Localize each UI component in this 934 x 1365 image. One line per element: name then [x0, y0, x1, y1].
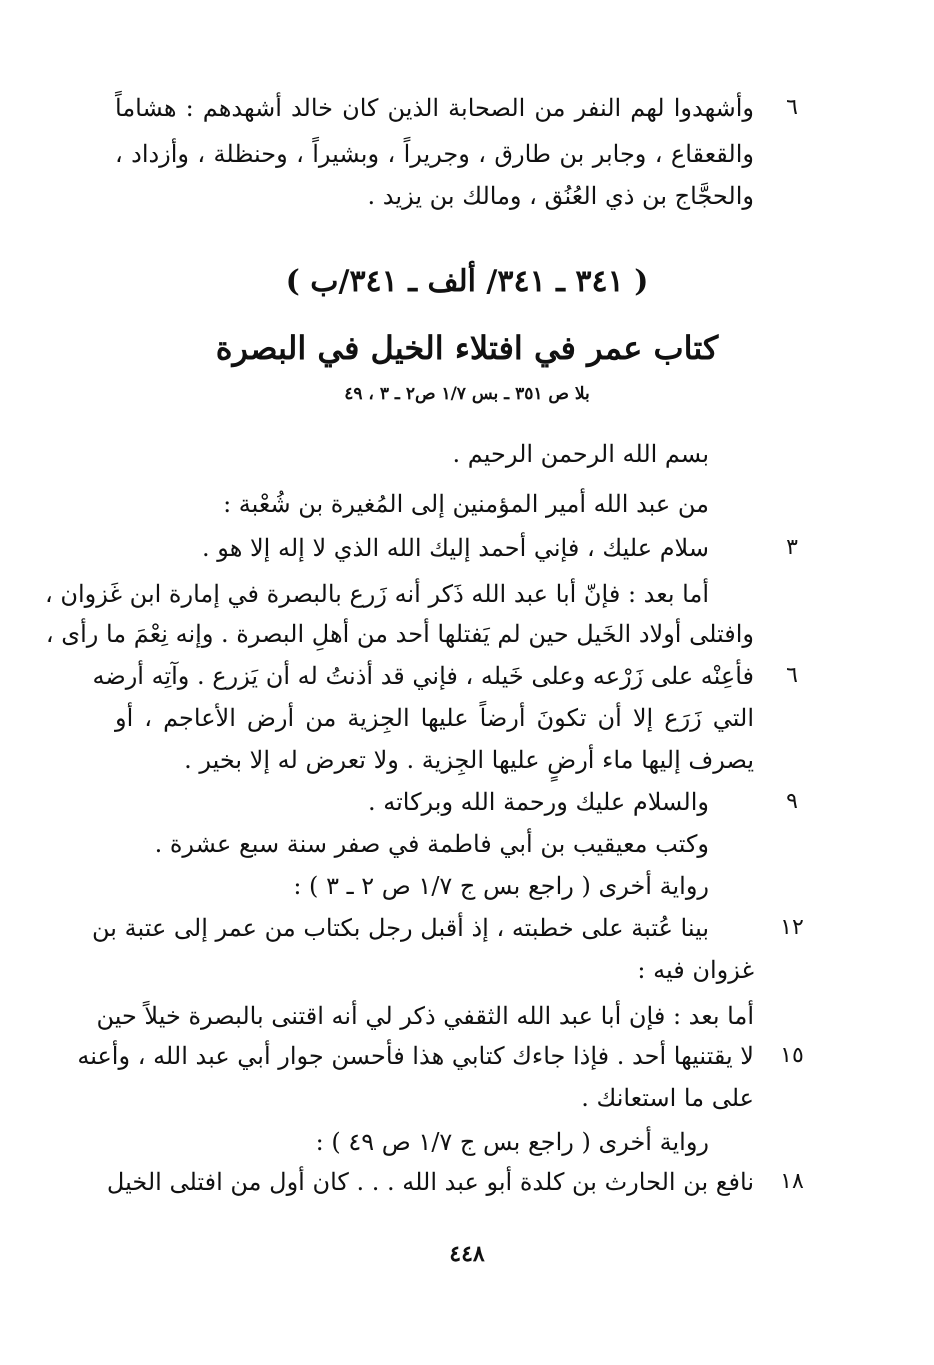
text-line: رواية أخرى ( راجع بس ج ١/٧ ص ٤٩ ) :: [315, 1128, 709, 1156]
text-line: بينا عُتبة على خطبته ، إذ أقبل رجل بكتاب من عمر إلى عتبة بن: [92, 914, 709, 942]
text-line: يصرف إليها ماء أرضٍ عليها الجِزية . ولا تعرض له إلا بخير .: [184, 746, 754, 774]
line-number: ٦: [786, 95, 798, 120]
text-line: أما بعد : فإنّ أبا عبد الله ذَكر أنه زَرع بالبصرة في إمارة ابن غَزوان ،: [45, 580, 709, 608]
line-number: ٦: [786, 663, 798, 688]
text-line: وافتلى أولاد الخَيل حين لم يَفتلها أحد من أهلِ البصرة . وإنه نِعْمَ ما رأى ،: [45, 620, 754, 648]
text-line: نافع بن الحارث بن كلدة أبو عبد الله . . . كان أول من افتلى الخيل: [106, 1168, 754, 1196]
section-reference: ( ٣٤١ ـ ٣٤١/ ألف ـ ٣٤١/ب ): [285, 264, 649, 299]
line-number: ٩: [786, 789, 798, 814]
text-line: والحجَّاج بن ذي العُنُق ، ومالك بن يزيد .: [367, 182, 754, 210]
text-line: أما بعد : فإن أبا عبد الله الثقفي ذكر لي أنه اقتنى بالبصرة خيلاً حين: [96, 1002, 754, 1030]
line-number: ١٨: [780, 1169, 804, 1194]
line-number: ١٢: [780, 915, 804, 940]
text-line: سلام عليك ، فإني أحمد إليك الله الذي لا إله إلا هو .: [202, 534, 709, 562]
text-line: وكتب معيقيب بن أبي فاطمة في صفر سنة سبع عشرة .: [154, 830, 709, 858]
text-line: لا يقتنيها أحد . فإذا جاءك كتابي هذا فأحسن جوار أبي عبد الله ، وأعنه: [77, 1042, 754, 1070]
line-number: ١٥: [780, 1043, 804, 1068]
text-line: والقعقاع ، وجابر بن طارق ، وجريراً ، وبشيراً ، وحنظلة ، وأزداد ،: [115, 140, 754, 168]
text-line: على ما استعانك .: [581, 1084, 754, 1112]
text-line: وأشهدوا لهم النفر من الصحابة الذين كان خالد أشهدهم : هشاماً: [115, 94, 754, 122]
text-line: من عبد الله أمير المؤمنين إلى المُغيرة بن شُعْبة :: [223, 490, 709, 518]
text-line: التي زَرَع إلا أن تكونَ أرضاً عليها الجِزية من أرض الأعاجم ، أو: [115, 704, 754, 732]
section-title: كتاب عمر في افتلاء الخيل في البصرة: [215, 329, 719, 367]
text-line: بسم الله الرحمن الرحيم .: [452, 440, 709, 468]
page-number: ٤٤٨: [449, 1241, 485, 1267]
text-line: غزوان فيه :: [637, 956, 754, 984]
text-line: فأعِنْه على زَرْعه وعلى خَيله ، فإني قد أذنتُ له أن يَزرع . وآتِه أرضه: [92, 662, 754, 690]
line-number: ٣: [786, 535, 798, 560]
source-references: بلا ص ٣٥١ ـ بس ١/٧ ص٢ ـ ٣ ، ٤٩: [344, 384, 590, 404]
text-line: رواية أخرى ( راجع بس ج ١/٧ ص ٢ ـ ٣ ) :: [293, 872, 709, 900]
text-line: والسلام عليك ورحمة الله وبركاته .: [367, 788, 709, 816]
